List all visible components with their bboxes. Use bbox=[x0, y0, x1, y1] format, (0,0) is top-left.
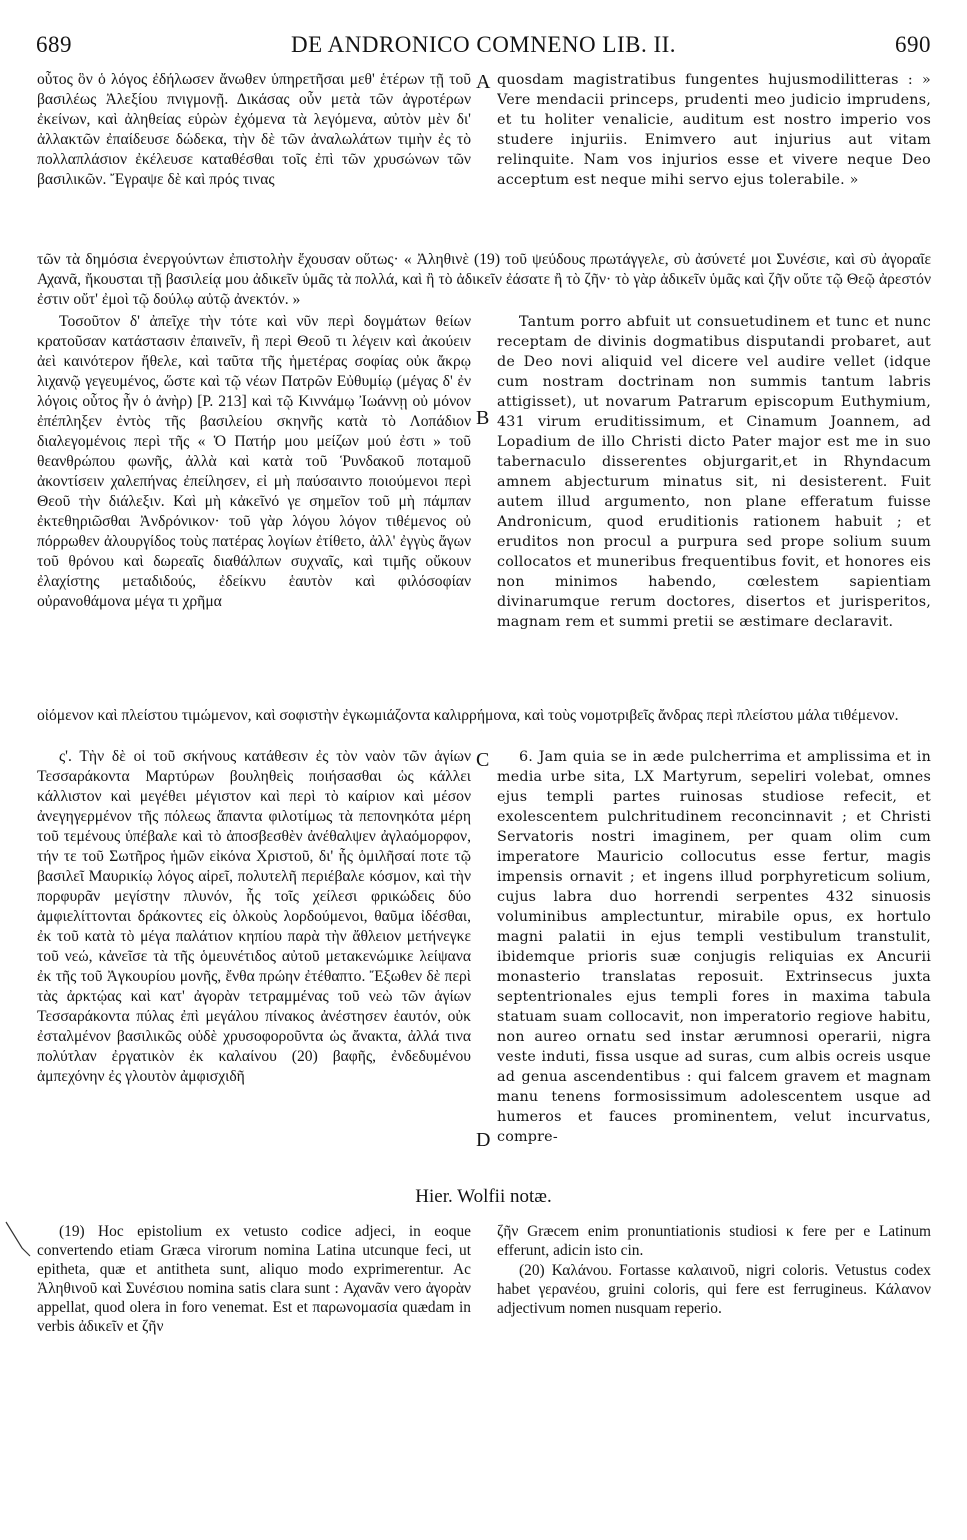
greek-column-block-1 bbox=[37, 70, 471, 248]
latin-paragraph: 6. Jam quia se in æde pulcherrima et amplissima et in media urbe sita, LX Martyrum, sepeliri volebat, omnes ejus templi partes ruinosas studiose refecit, et exolescentem pulchritudinem reconcinnavit ; et Christi Servatoris nostri imaginem, per quam olim cum imperatore Mauricio collocutus esse fertur, magis impensis ornavit ; et ingens illud porphyreticum solium, cujus labra duo horrendi serpentes 432 sinuosis voluminibus amplectuntur, mirabile opus, ex hortulo magni palatii in ejus templi vestibulum transtulit, ibidemque prioris suæ conjugis reliquias ex Ancurii monasterio translatas reposuit. Extrinsecus juxta septentrionales ejus templi fores in maxima tabula statuam suam collocavit, non imperatorio regiove habitu, non aureo ornatu sed instar ærumnosi operarii, nigra veste induti, fissa usque ad suras, cum albis ocreis usque ad genua ascendentibus : qui falcem gravem et magnam manu tenens formosissimum adolescentem usque ad humeros et fauces prominentem, velut incurvatus, compre- bbox=[497, 749, 931, 1145]
greek-paragraph: ς'. Τὴν δὲ οἱ τοῦ σκήνους κατάθεσιν ἐς τὸν ναὸν τῶν ἁγίων Τεσσαράκοντα Μαρτύρων βουληθεὶς ποιήσασθαι ὡς κάλλει κάλλιστον καὶ μεγέθει μέγιστον καὶ περὶ τὸ καίριον καὶ μέσον ἀνεγηγερμένον τῆς πόλεως ἅπαντα φιλοτίμως τὰ πεπονηκότα μέρη τοῦ τεμένους ὑπέβαλε καὶ τὸ ἀποσβεσθὲν ἀνέθαλψεν ἀγλαόμορφον, τήν τε τοῦ Σωτῆρος ἡμῶν εἰκόνα Χριστοῦ, δι' ἧς ὁμιλῆσαί ποτε τῷ βασιλεῖ Μαυρικίῳ λόγος αἱρεῖ, πολυτελῆ περιέβαλε κόσμον, καὶ τὴν πορφυρᾶν μεγίστην πλυνόν, ἧς τοῖς χείλεσι φρικώδεις δύο ἀμφιελίττονται δράκοντες εἰς ὁλκοὺς λορδούμενοι, θαῦμα ἰδέσθαι, ἐκ τοῦ κατὰ τὸ μέγα παλάτιον κηπίου παρὰ τὴν ἄθλειον μετήνεγκε τοῦ νεώ, κἀνεῖσε τὰ τῆς ὁμευνέτιδος αὐτοῦ μετακενώμικε λείψανα ἐκ τῆς τοῦ Ἀγκουρίου μονῆς, ἔνθα πρώην ἐτέθαπτο. Ἔξωθεν δὲ περὶ τὰς ἀρκτῴας καὶ κατ' ἀγορὰν τετραμμένας τοῦ νεὼ τῶν ἁγίων Τεσσαράκοντα πύλας ἐπὶ μεγάλου πίνακος ἀνέστησεν ἑαυτόν, οὐκ ἐσταλμένον βασιλικῶς οὐδὲ χρυσοφοροῦντα ὡς ἄνακτα, ἀλλά τινα πολύτλαν ἐργατικὸν ἐκ καλαίνου (20) βαφῆς, ἐνδεδυμένου ἀμπεχόνην ἐς γλουτὸν ἀμφισχιδῆ bbox=[37, 748, 471, 1085]
margin-marker-c: C bbox=[476, 749, 490, 771]
notes-column-right bbox=[497, 1222, 931, 1462]
latin-column-block-1 bbox=[497, 70, 931, 248]
margin-marker-b: B bbox=[476, 407, 490, 429]
note-20: (20) Καλάνου. Fortasse καλαινοῦ, nigri coloris. Vetustus codex habet γερανέου, gruini coloris, qui fere est ferrugineus. Κάλανον adjectivum nomen nusquam reperio. bbox=[497, 1262, 931, 1317]
running-title: DE ANDRONICO COMNENO LIB. II. bbox=[290, 32, 677, 57]
running-header bbox=[36, 32, 931, 60]
notes-heading: Hier. Wolfii notæ. bbox=[415, 1186, 552, 1207]
greek-paragraph: οὗτος ὃν ὁ λόγος ἐδήλωσεν ἄνωθεν ὑπηρετῆσαι μεθ' ἑτέρων τῇ τοῦ βασιλέως Ἀλεξίου πνιγμονῇ. Δικάσας οὖν μετὰ τῶν ἀγροτέρων ἐκείνων, καὶ ἀληθείας εὑρὼν ἐχόμενα τὰ λεγόμενα, αὐτὸν μὲν δι' ἀλλακτῶν ἐπαίδευσε δώδεκα, τὴν δὲ τῶν ἀναλωλάτων τιμὴν ἐς τὸ πολλαπλάσιον ἐκέλευσε καταθέσθαι τοῖς ἐπὶ τῶν χρυσώνων τῶν βασιλικῶν. Ἔγραψε δὲ καὶ πρός τινας bbox=[37, 71, 471, 188]
greek-paragraph: Τοσοῦτον δ' ἀπεῖχε τὴν τότε καὶ νῦν περὶ δογμάτων θείων κρατοῦσαν κατάστασιν ἐπαινεῖν, ἢ περὶ Θεοῦ τι λέγειν καὶ ἀκούειν ἀεὶ καινότερον ἤθελε, καὶ ταῦτα τῆς ἡμετέρας σοφίας οὐκ ἄκρῳ λιχανῷ γεγευμένος, ὥστε καὶ τῷ νέων Πατρῶν Εὐθυμίῳ (μέγας δ' ἐν λόγοις οὗτος ἦν ὁ ἀνὴρ) [P. 213] καὶ τῷ Κιννάμῳ Ἰωάννῃ οὐ μόνον ἐπέπληξεν ἐντὸς τῆς βασιλείου σκηνῆς κατὰ τὸ Λοπάδιον διαλεγομένοις περὶ τῆς « Ὁ Πατήρ μου μείζων μού ἐστι » τοῦ θεανθρώπου φωνῆς, ἀλλὰ καὶ κατὰ τοῦ Ῥυνδακοῦ ποταμοῦ ἀκοντίσειν χαλεπήνας ἐπείλησεν, εἰ μὴ παύσαιντο ποιούμενοι περὶ Θεοῦ τὴν διάλεξιν. Καὶ μὴ κἀκεῖνό γε σημεῖον τοῦ μὴ πάμπαν ἐκτεθηριῶσθαι Ἀνδρόνικον· τοῦ γὰρ λόγου λόγον τιθέμενος οὐ πόρρωθεν ἀλουργίδος τοὺς πατέρας λογίων ἐτίθετο, ἀλλ' ἐγγὺς ἄγων τοῦ θρόνου καὶ δωρεαῖς διαθάλπων συχναῖς, καὶ τιμῆς οὔκουν ἐλαχίστης μεταδιδούς, ἐδείκνυ ἑαυτὸν καὶ φιλόσοφίαν οὐρανοθάμονα μέγα τι χρῆμα bbox=[37, 313, 471, 610]
notes-column-left bbox=[37, 1222, 471, 1462]
latin-column-block-2 bbox=[497, 312, 931, 706]
greek-fullwidth-continuation bbox=[37, 706, 931, 746]
greek-letter-text: τῶν τὰ δημόσια ἐνεργούντων ἐπιστολὴν ἔχουσαν οὕτως· « Ἀληθινὲ (19) τοῦ ψεύδους πρωτάγγελε, σὺ ἀσύνετέ μοι Συνέσιε, καὶ σὺ ἀγοραῖε Αχανᾶ, ἤκουσται τῇ βασιλείᾳ μου ἀδικεῖν ὑμᾶς τὰ πολλά, καὶ ἢ τὸ ἀδικεῖν ἐάσατε ἢ τὸ ζῆν· τὸ γὰρ ἀδικεῖν ὑμᾶς καὶ ζῆν οὔτε τῷ Θεῷ ἀρεστόν ἐστιν οὔτ' ἐμοὶ τῷ δούλῳ αὐτῷ ἀνεκτόν. » bbox=[37, 251, 931, 308]
greek-column-block-2 bbox=[37, 312, 471, 706]
page-number-left: 689 bbox=[36, 32, 72, 57]
latin-paragraph: Tantum porro abfuit ut consuetudinem et tunc et nunc receptam de divinis dogmatibus disputandi probaret, aut de Deo novi aliquid vel dicere vel audire vellet (idque cum nostram doctrinam non summis tantum labris attigisset), ut novarum Patrarum episcopum Euthymium, 431 virum eruditissimum, et Cinamum Joannem, ad Lopadium de illo Christi dicto Pater major est me in suo tabernaculo disserentes objurgarit,et in Rhyndacum amnem abjecturum minatus sit, ni desisterent. Fuit autem illud argumento, non plane efferatum fuisse Andronicum, quod eruditionis rationem habuit ; et eruditos non procul a purpura sed prope solium suum collocatos et muneribus frequentibus fovit, et honores eis non minimos habendo, cœlestem sapientiam divinarumque rerum doctores, disertos et jurisperitos, magnam rem et summi pretii se æstimare declaravit. bbox=[497, 314, 931, 630]
margin-marker-a: A bbox=[476, 71, 491, 93]
greek-column-block-3 bbox=[37, 747, 471, 1171]
latin-paragraph: quosdam magistratibus fungentes hujusmodilitteras : » Vere mendacii princeps, prudenti meo judicio imprudens, et tu holiter venalicie, auditum est nostro imperio vos studere injuriis. Enimvero aut injurius aut vitam relinquite. Nam vos injurios esse et vivere neque Deo acceptum est neque mihi servo ejus tolerabile. » bbox=[497, 72, 931, 188]
note-19: (19) Hoc epistolium ex vetusto codice adjeci, in eoque convertendo etiam Græca virorum nomina Latina utcunque feci, ut epitheta, quæ et antitheta sunt, aliquo modo exprimerentur. Ac Ἀληθινοῦ καὶ Συνέσιου nomina satis clara sunt : Αχανᾶν vero ἀγορὰν appellat, quod olera in foro venemat. Est et παρωνομασία quædam in verbis ἀδικεῖν et ζῆν bbox=[37, 1223, 471, 1335]
greek-fullwidth-letter bbox=[37, 250, 931, 310]
greek-continuation-text: οἰόμενον καὶ πλείστου τιμώμενον, καὶ σοφιστὴν ἐγκωμιάζοντα καλιρρήμονα, καὶ τοὺς νομοτριβεῖς ἄνδρας περὶ πλείστου μάλα τιθέμενον. bbox=[37, 707, 899, 724]
margin-pen-mark bbox=[4, 1218, 32, 1258]
latin-column-block-3 bbox=[497, 747, 931, 1171]
margin-marker-d: D bbox=[476, 1129, 491, 1151]
page-number-right: 690 bbox=[895, 32, 931, 57]
note-19-continuation: ζῆν Græcem enim pronuntiationis studiosi κ fere per e Latinum efferunt, adicin isto cin. bbox=[497, 1223, 931, 1259]
